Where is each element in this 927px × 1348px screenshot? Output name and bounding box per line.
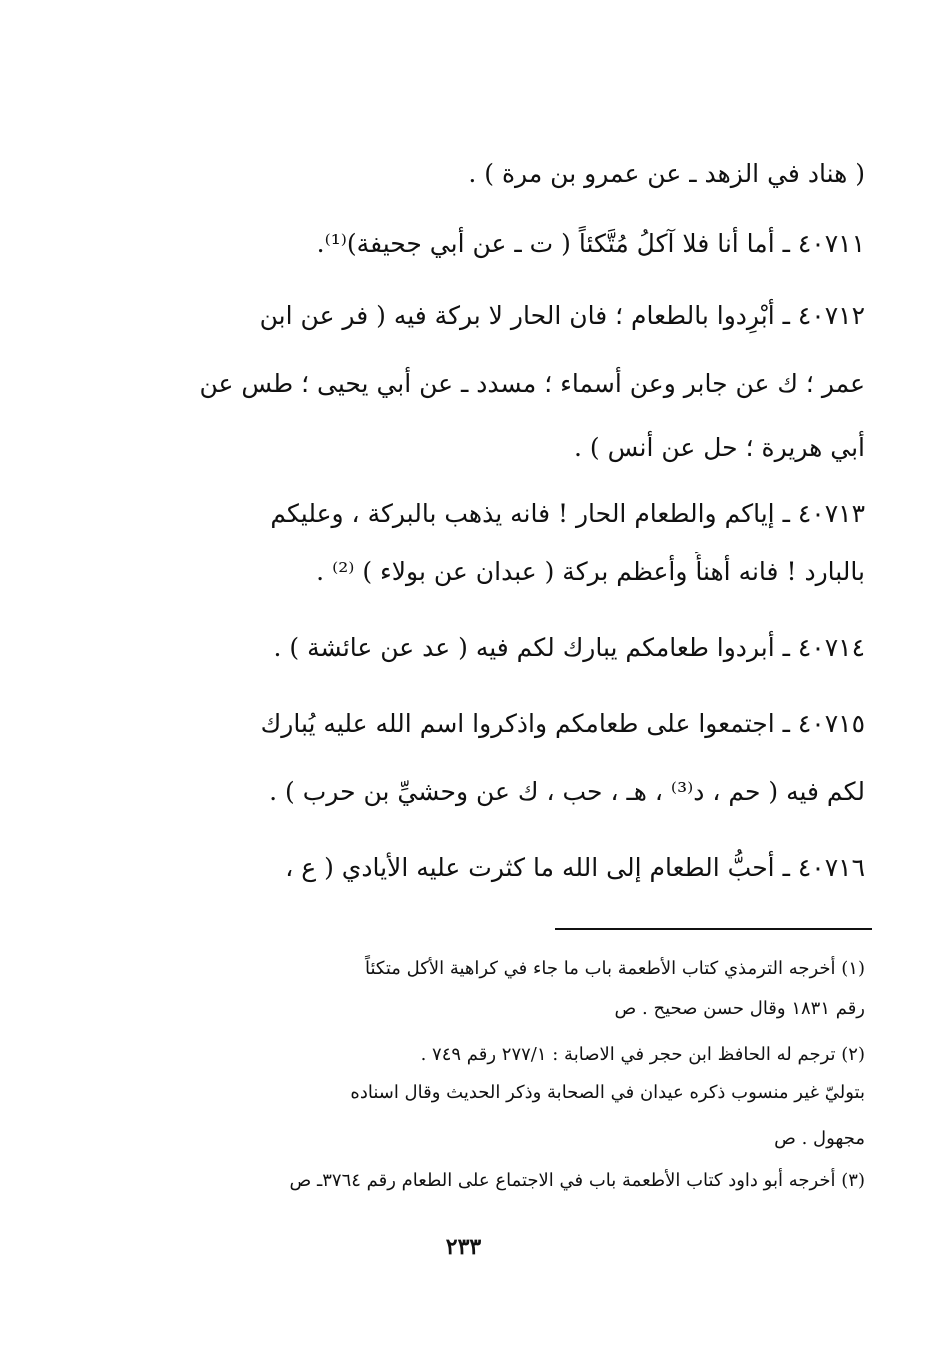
page-number: ٢٣٣ xyxy=(445,1234,482,1260)
footnote-1-cont: رقم ١٨٣١ وقال حسن صحيح . ص xyxy=(614,998,865,1019)
hadith-40714: ٤٠٧١٤ ـ أبردوا طعامكم يبارك لكم فيه ( عد عن عائشة ) . xyxy=(273,633,865,662)
hadith-40716: ٤٠٧١٦ ـ أحبُّ الطعام إلى الله ما كثرت عليه الأيادي ( ع ، xyxy=(285,853,865,882)
footnote-separator xyxy=(555,928,872,930)
hadith-40715: ٤٠٧١٥ ـ اجتمعوا على طعامكم واذكروا اسم الله عليه يُبارك xyxy=(260,709,865,738)
body-line-7: بالبارد ! فانه أهنأُ وأعظم بركة ( عبدان عن بولاء ) ⁽²⁾ . xyxy=(316,557,865,586)
hadith-40713: ٤٠٧١٣ ـ إياكم والطعام الحار ! فانه يذهب بالبركة ، وعليكم xyxy=(270,499,865,528)
body-line-1: ( هناد في الزهد ـ عن عمرو بن مرة ) . xyxy=(468,159,865,188)
footnote-2-end: مجهول . ص xyxy=(774,1128,865,1149)
body-line-4: عمر ؛ ك عن جابر وعن أسماء ؛ مسدد ـ عن أبي يحيى ؛ طس عن xyxy=(199,369,865,398)
footnote-2-cont: بتوليّ غير منسوب ذكره عيدان في الصحابة وذكر الحديث وقال اسناده xyxy=(350,1082,865,1103)
footnote-1: (١) أخرجه الترمذي كتاب الأطعمة باب ما جاء في كراهية الأكل متكئاً xyxy=(364,958,865,979)
footnote-2: (٢) ترجم له الحافظ ابن حجر في الاصابة : ٢٧٧/١ رقم ٧٤٩ . xyxy=(420,1044,865,1065)
hadith-40711: ٤٠٧١١ ـ أما أنا فلا آكلُ مُتَّكئاً ( ت ـ عن أبي جحيفة)⁽¹⁾. xyxy=(316,229,865,258)
body-line-5: أبي هريرة ؛ حل عن أنس ) . xyxy=(574,433,865,462)
body-line-10: لكم فيه ( حم ، د⁽³⁾ ، هـ ، حب ، ك عن وحشيِّ بن حرب ) . xyxy=(269,777,865,806)
footnote-3: (٣) أخرجه أبو داود كتاب الأطعمة باب في الاجتماع على الطعام رقم ٣٧٦٤ـ ص xyxy=(289,1170,865,1191)
hadith-40712: ٤٠٧١٢ ـ أبْرِدوا بالطعام ؛ فان الحار لا بركة فيه ( فر عن ابن xyxy=(259,301,865,330)
